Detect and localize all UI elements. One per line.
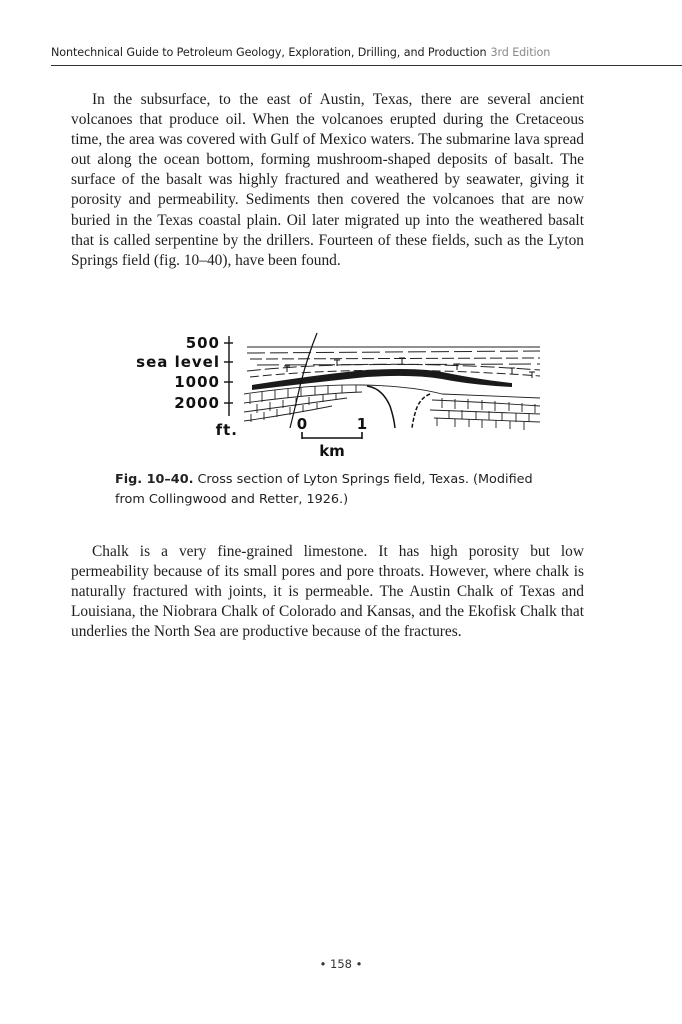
- figure-number: Fig. 10–40.: [115, 472, 194, 487]
- cross-section-diagram: [112, 328, 542, 463]
- scale-bar: [302, 432, 362, 439]
- figure-caption-text: Cross section of Lyton Springs field, Texas. (Modified from Collingwood and Retter, 1926.): [115, 472, 533, 507]
- depth-label-1000: 1000: [174, 373, 220, 391]
- scale-end-label: 1: [356, 415, 368, 433]
- depth-label-500: 500: [185, 334, 220, 352]
- chalk-layers: [244, 385, 540, 430]
- header-rule: [51, 65, 682, 66]
- depth-label-2000: 2000: [174, 394, 220, 412]
- depth-axis: [224, 336, 233, 416]
- scale-unit-label: km: [319, 442, 345, 460]
- page-number: • 158 •: [319, 957, 363, 971]
- running-header: [51, 46, 682, 64]
- figure-lyton-springs-cross-section: [112, 328, 542, 463]
- paragraph-serpentine: In the subsurface, to the east of Austin, Texas, there are several ancient volcanoes that produce oil. When the volcanoes erupted during the Cretaceous time, the area was covered with Gulf of Mexico waters. The submarine lava spread out along the ocean bottom, forming mushroom-shaped deposits of basalt. The surface of the basalt was highly fractured and weathered by seawater, giving it porosity and permeability. Sediments then covered the volcanoes that are now buried in the Texas coastal plain. Oil later migrated up into the weathered basalt that is called serpentine by the drillers. Fourteen of these fields, such as the Lyton Springs field (fig. 10–40), have been found.: [71, 91, 584, 269]
- paragraph-chalk: Chalk is a very fine-grained limestone. It has high porosity but low permeability because of its small pores and pore throats. However, where chalk is naturally fractured with joints, it is permeable. The Austin Chalk of Texas and Louisiana, the Niobrara Chalk of Colorado and Kansas, and the Ekofisk Chalk that underlies the North Sea are productive because of the fractures.: [71, 543, 584, 641]
- book-title: Nontechnical Guide to Petroleum Geology, Exploration, Drilling, and Production: [51, 46, 487, 59]
- depth-unit-label: ft.: [215, 421, 238, 439]
- volcanic-plug: [367, 386, 430, 428]
- scale-start-label: 0: [296, 415, 308, 433]
- book-edition: 3rd Edition: [490, 46, 551, 59]
- figure-caption: [115, 470, 555, 509]
- depth-label-sea-level: sea level: [136, 353, 220, 371]
